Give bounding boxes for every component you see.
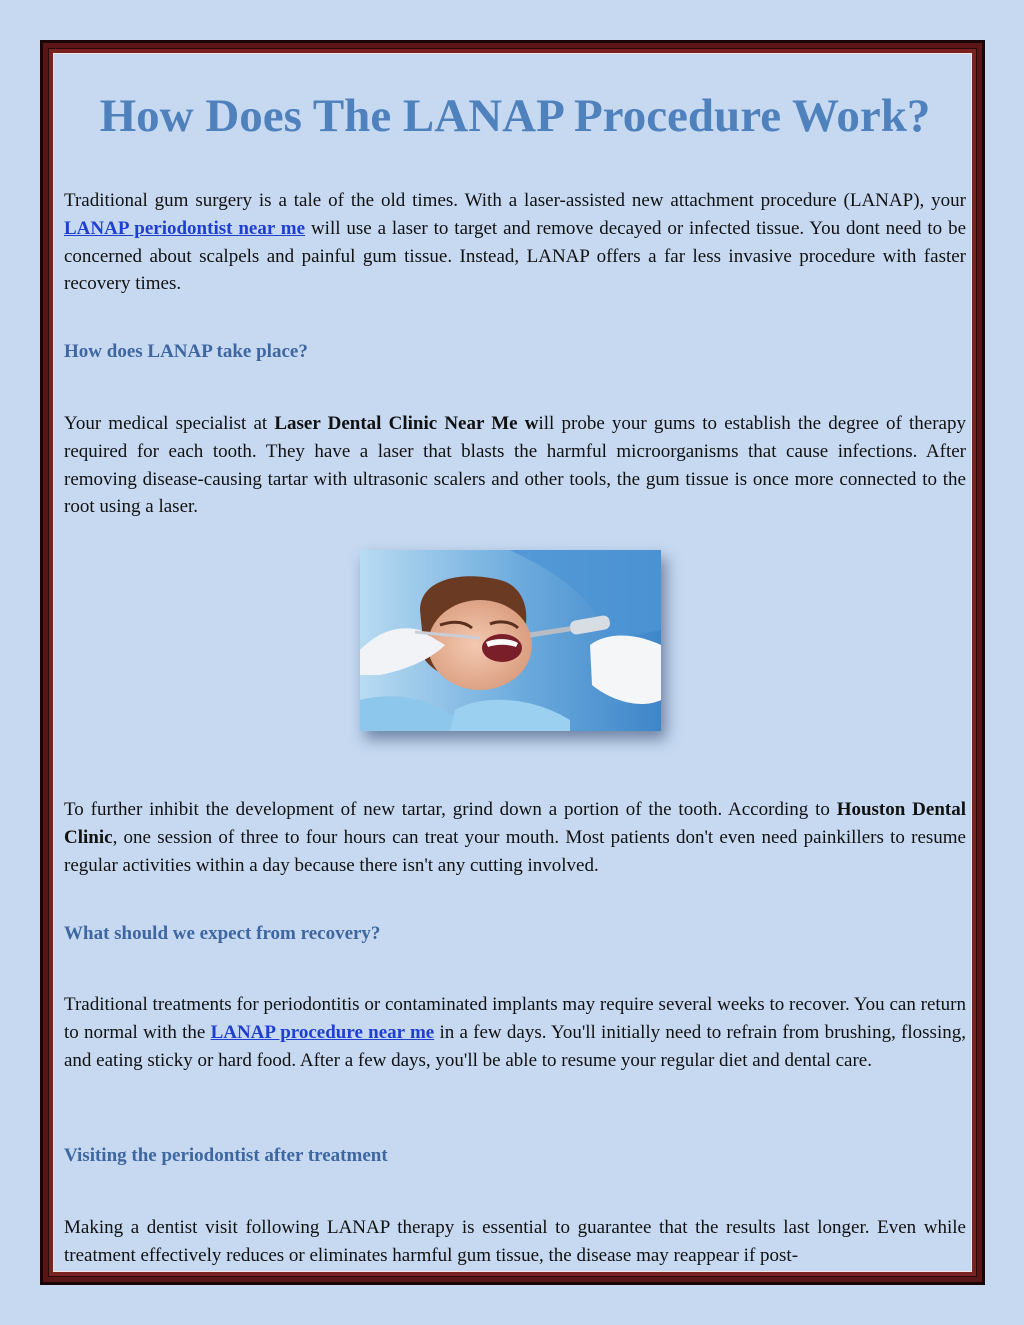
paragraph-session-text-2: , one session of three to four hours can treat your mouth. Most patients don't even need painkillers to resume regular activities within a day because there isn't any cutting involved.: [64, 826, 966, 876]
paragraph-recovery-text-2: in a few days. You'll initially need to refrain from brushing, flossing, and eating sticky or hard food. After a few days, you'll be able to resume your regular diet and dental care.: [64, 1021, 966, 1071]
paragraph-intro: [64, 187, 966, 298]
subheading-take-place: How does LANAP take place?: [64, 341, 308, 362]
page-border-inner: [48, 48, 977, 1277]
paragraph-intro-text-1: Traditional gum surgery is a tale of the old times. With a laser-assisted new attachment procedure (LANAP), your: [64, 190, 966, 211]
paragraph-intro-text-2: will use a laser to target and remove decayed or infected tissue. You dont need to be concerned about scalpels and painful gum tissue. Instead, LANAP offers a far less invasive procedure with faster recovery times.: [64, 217, 966, 295]
dental-photo-illustration: [360, 550, 661, 731]
paragraph-recovery-text-1: Traditional treatments for periodontitis or contaminated implants may require several weeks to recover. You can return to normal with the: [64, 994, 966, 1043]
page-title: How Does The LANAP Procedure Work?: [99, 90, 931, 142]
dental-procedure-photo: [360, 550, 661, 731]
paragraph-session: [64, 796, 966, 879]
subheading-recovery: What should we expect from recovery?: [64, 923, 381, 944]
page-border-frame: [40, 40, 985, 1285]
paragraph-specialist: [64, 410, 966, 521]
page-content-area: [53, 53, 972, 1272]
lanap-periodontist-link[interactable]: LANAP periodontist near me: [64, 217, 306, 239]
houston-clinic-bold: Houston Dental Clinic: [64, 799, 966, 848]
paragraph-specialist-text-1: Your medical specialist at: [64, 413, 275, 434]
lanap-procedure-link[interactable]: LANAP procedure near me: [210, 1021, 435, 1043]
paragraph-visit: Making a dentist visit following LANAP therapy is essential to guarantee that the results last longer. Even while treatment effectively reduces or eliminates harmful gum tissue, the disease may reappear if post-: [64, 1217, 966, 1266]
paragraph-session-text-1: To further inhibit the development of new tartar, grind down a portion of the tooth. According to: [64, 799, 837, 820]
paragraph-recovery: [64, 991, 966, 1074]
paragraph-specialist-text-2: ill probe your gums to establish the degree of therapy required for each tooth. They have a laser that blasts the harmful microorganisms that cause infections. After removing disease-causing tartar with ultrasonic scalers and other tools, the gum tissue is once more connected to the root using a laser.: [64, 413, 966, 518]
subheading-visit: Visiting the periodontist after treatment: [64, 1145, 388, 1166]
clinic-name-bold: Laser Dental Clinic Near Me w: [274, 413, 539, 434]
